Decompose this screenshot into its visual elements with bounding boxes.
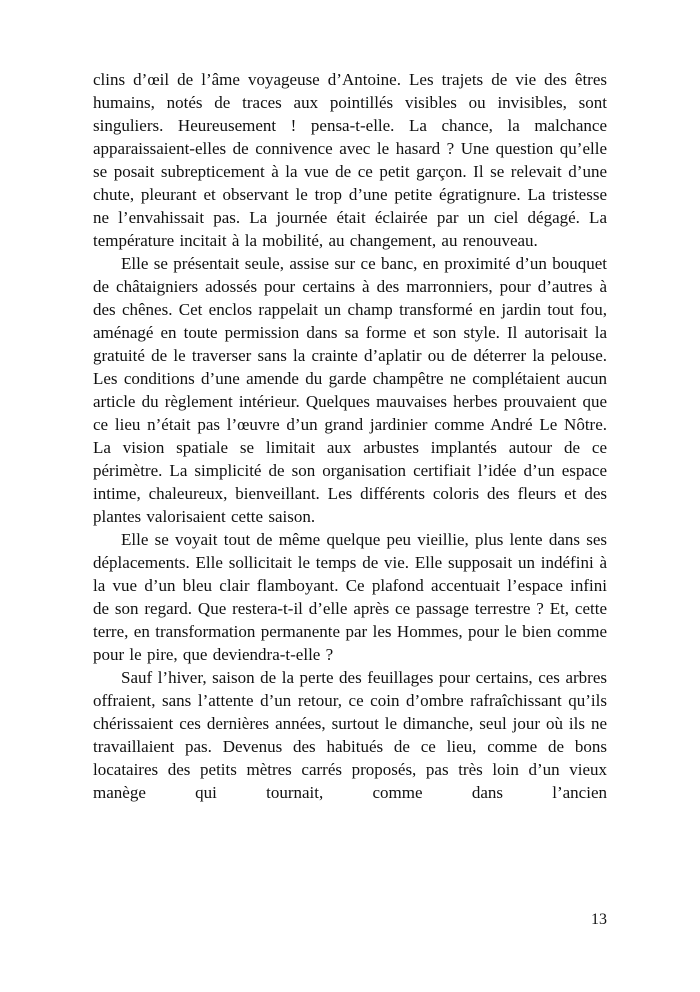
paragraph-4: Sauf l’hiver, saison de la perte des feuillages pour certains, ces arbres offraient, sans l’attente d’un retour, ce coin d’ombre rafraîchissant qu’ils chérissaient ces dernières années, surtout le dimanche, seul jour où ils ne travaillaient pas. Devenus des habitués de ce lieu, comme de bons locataires des petits mètres carrés proposés, pas très loin d’un vieux manège qui tournait, comme dans l’ancien [93,668,607,802]
page-text [93,68,607,804]
page-number: 13 [591,911,607,928]
paragraph-continuation: clins d’œil de l’âme voyageuse d’Antoine. Les trajets de vie des êtres humains, notés de traces aux pointillés visibles ou invisibles, sont singuliers. Heureusement ! pensa-t-elle. La chance, la malchance apparaissaient-elles de connivence avec le hasard ? Une question qu’elle se posait subrepticement à la vue de ce petit garçon. Il se relevait d’une chute, pleurant et observant le trop d’une petite égratignure. La tristesse ne l’envahissait pas. La journée était éclairée par un ciel dégagé. La température incitait à la mobilité, au changement, au renouveau. [93,70,607,250]
paragraph-2: Elle se présentait seule, assise sur ce banc, en proximité d’un bouquet de châtaigniers adossés pour certains à des marronniers, pour d’autres à des chênes. Cet enclos rappelait un champ transformé en jardin tout fou, aménagé en toute permission dans sa forme et son style. Il autorisait la gratuité de le traverser sans la crainte d’aplatir ou de déterrer la pelouse. Les conditions d’une amende du garde champêtre ne complétaient aucun article du règlement intérieur. Quelques mauvaises herbes prouvaient que ce lieu n’était pas l’œuvre d’un grand jardinier comme André Le Nôtre. La vision spatiale se limitait aux arbustes implantés autour de ce périmètre. La simplicité de son organisation certifiait l’idée d’un espace intime, chaleureux, bienveillant. Les différents coloris des fleurs et des plantes valorisaient cette saison. [93,254,607,526]
paragraph-3: Elle se voyait tout de même quelque peu vieillie, plus lente dans ses déplacements. Elle sollicitait le temps de vie. Elle supposait un indéfini à la vue d’un bleu clair flamboyant. Ce plafond accentuait l’espace infini de son regard. Que restera-t-il d’elle après ce passage terrestre ? Et, cette terre, en transformation permanente par les Hommes, pour le bien comme pour le pire, que deviendra-t-elle ? [93,530,607,664]
